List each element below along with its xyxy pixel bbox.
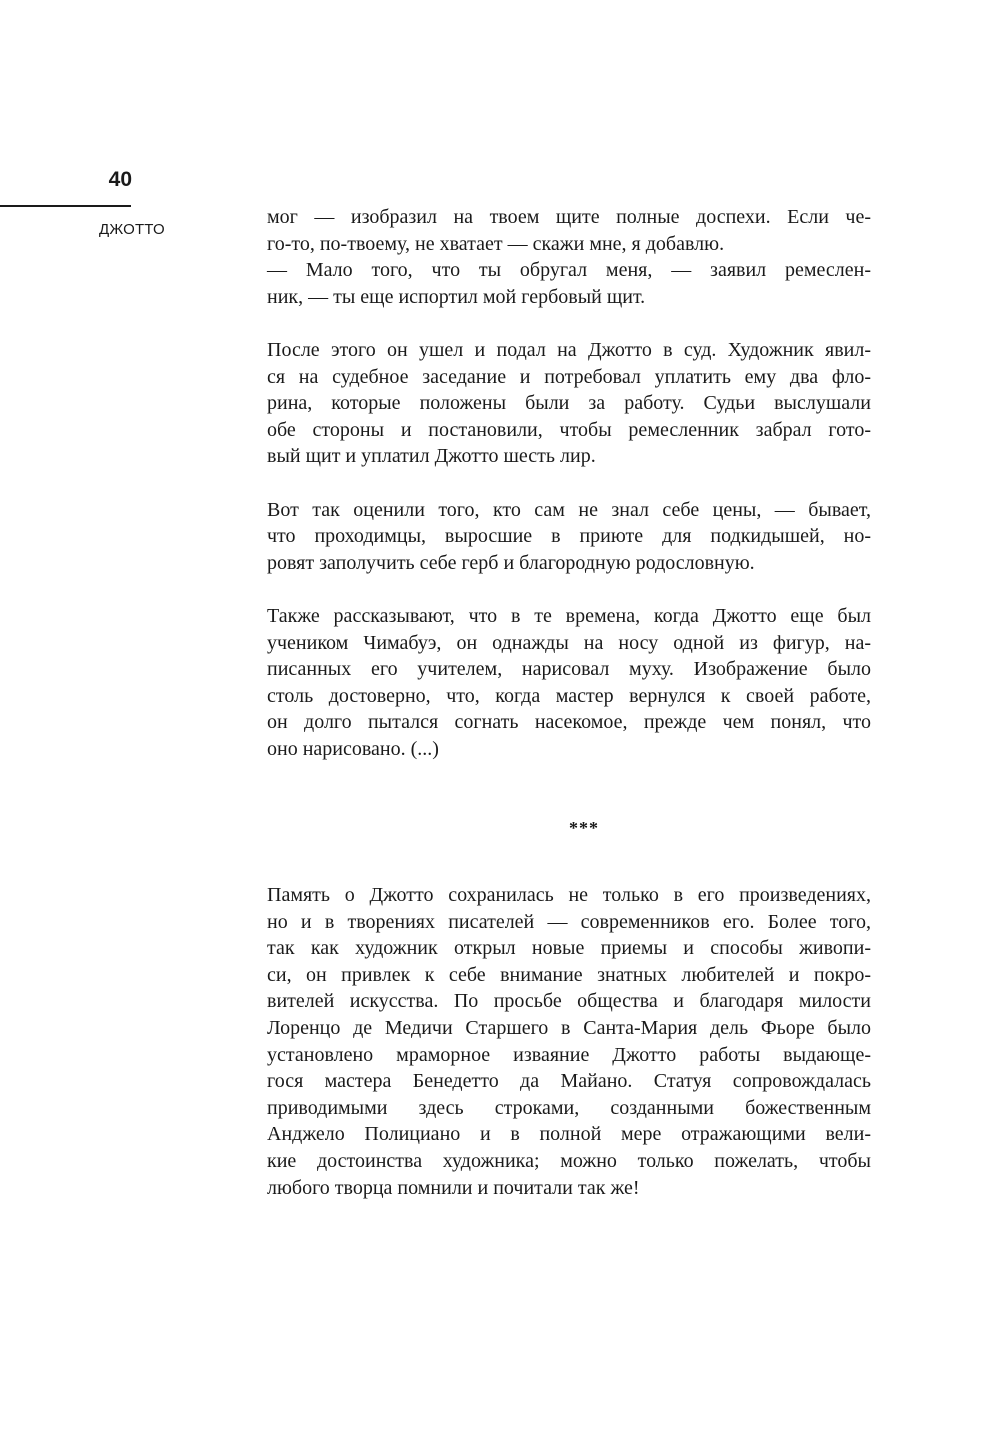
header-rule	[0, 205, 131, 207]
text-line: но и в творениях писателей — современников его. Более того,	[267, 910, 871, 933]
text-line: го-то, по-твоему, не хватает — скажи мне, я добавлю.	[267, 232, 725, 255]
text-line: обе стороны и постановили, чтобы ремесленник забрал гото-	[267, 418, 871, 441]
text-line: рина, которые положены были за работу. Судьи выслушали	[267, 392, 871, 415]
text-line: приводимыми здесь строками, созданными божественным	[267, 1096, 871, 1119]
text-line: что проходимцы, выросшие в приюте для подкидышей, но-	[267, 525, 871, 548]
paragraph-1	[267, 204, 871, 310]
text-line: ся на судебное заседание и потребовал уплатить ему два фло-	[267, 365, 871, 388]
text-line: мог — изобразил на твоем щите полные доспехи. Если че-	[267, 206, 871, 228]
paragraph-3	[267, 497, 871, 577]
text-line: После этого он ушел и подал на Джотто в суд. Художник явил-	[267, 338, 871, 361]
section-separator: ***	[569, 818, 599, 839]
text-line: установлено мраморное изваяние Джотто работы выдающе-	[267, 1043, 871, 1066]
text-line: учеником Чимабуэ, он однажды на носу одной из фигур, на-	[267, 631, 871, 654]
text-line: он долго пытался согнать насекомое, прежде чем понял, что	[267, 711, 871, 734]
paragraph-2	[267, 337, 871, 470]
text-line: вый щит и уплатил Джотто шесть лир.	[267, 445, 596, 468]
paragraph-4	[267, 603, 871, 763]
text-line: любого творца помнили и почитали так же!	[267, 1176, 640, 1199]
text-line: так как художник открыл новые приемы и способы живопи-	[267, 937, 871, 960]
text-line: Лоренцо де Медичи Старшего в Санта-Мария дель Фьоре было	[267, 1017, 871, 1040]
text-line: писанных его учителем, нарисовал муху. Изображение было	[267, 658, 871, 681]
text-line: ровят заполучить себе герб и благородную родословную.	[267, 551, 755, 574]
running-head: ДЖОТТО	[99, 221, 165, 238]
text-line: Анджело Полициано и в полной мере отражающими вели-	[267, 1123, 871, 1146]
page-number: 40	[108, 168, 132, 191]
text-line: Память о Джотто сохранилась не только в его произведениях,	[267, 884, 871, 907]
text-line: ник, — ты еще испортил мой гербовый щит.	[267, 285, 646, 308]
paragraph-5	[267, 882, 871, 1201]
text-line: — Мало того, что ты обругал меня, — заявил ремеслен-	[267, 259, 871, 282]
text-line: оно нарисовано. (...)	[267, 737, 439, 760]
body-text	[267, 204, 871, 1228]
text-line: си, он привлек к себе внимание знатных любителей и покро-	[267, 963, 871, 986]
text-line: Также рассказывают, что в те времена, когда Джотто еще был	[267, 604, 871, 627]
text-line: гося мастера Бенедетто да Майано. Статуя сопровождалась	[267, 1070, 871, 1093]
text-line: Вот так оценили того, кто сам не знал себе цены, — бывает,	[267, 498, 871, 521]
text-line: столь достоверно, что, когда мастер вернулся к своей работе,	[267, 684, 871, 707]
text-line: кие достоинства художника; можно только пожелать, чтобы	[267, 1150, 871, 1172]
text-line: вителей искусства. По просьбе общества и благодаря милости	[267, 990, 871, 1013]
